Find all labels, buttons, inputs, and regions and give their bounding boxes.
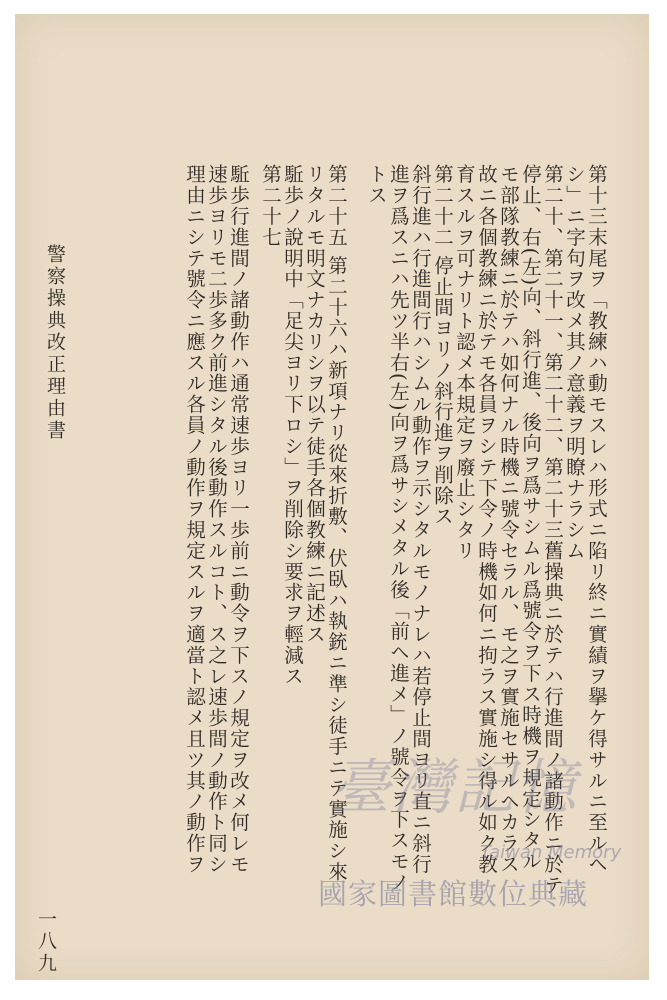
text-column-13: リタルモ明文ナカリシヲ以テ徒手各個教練ニ記述ス: [303, 164, 326, 645]
text-column-2: シ」ニ字句ヲ改メ其ノ意義ヲ明瞭ナラシム: [563, 164, 586, 562]
text-column-10: 進ヲ爲スニハ先ツ半右(左)向ヲ爲サシメタル後「前ヘ進メ」ノ號令ヲ下スモノ: [387, 164, 410, 893]
text-column-15: 第二十七: [259, 164, 282, 248]
text-column-7: 育スルヲ可ナリト認メ本規定ヲ廢止シタリ: [453, 164, 476, 562]
text-column-6: 故ニ各個教練ニ於テモ各員ヲシテ下令ノ時機如何ニ拘ラス實施シ得ル如ク教: [475, 164, 498, 875]
text-column-16: 駈歩行進間ノ諸動作ハ通常速歩ヨリ一歩前ニ動令ヲ下スノ規定ヲ改メ何レモ: [227, 164, 250, 875]
text-column-18: 理由ニシテ號令ニ應スル各員ノ動作ヲ規定スルヲ適當ト認メ且ツ其ノ動作ヲ: [183, 164, 206, 875]
text-column-11: トス: [365, 164, 388, 206]
watermark-institution: 國家圖書館數位典藏: [318, 877, 589, 911]
text-column-1: 第十三末尾ヲ「教練ハ動モスレハ形式ニ陷リ終ニ實績ヲ擧ケ得サルニ至ルヘ: [585, 164, 608, 875]
document-title: 警察操典改正理由書: [44, 244, 66, 442]
page-number: 一八九: [35, 909, 57, 975]
watermark-english: Taiwan Memory: [480, 842, 622, 863]
document-page: [15, 14, 649, 980]
text-column-4: 停止、右(左)向、斜行進、後向ヲ爲サシムル爲號令ヲ下ス時機ヲ規定シタル: [519, 164, 542, 872]
text-column-5: モ部隊教練ニ於テハ如何ナル時機ニ號令セラル、モ之ヲ實施セサルヘカラス: [497, 164, 520, 875]
text-column-14: 駈歩ノ說明中「足尖ヨリ下ロシ」ヲ削除シ要求ヲ輕減ス: [281, 164, 304, 687]
watermark-logo: 臺灣記憶: [330, 753, 578, 823]
text-column-8: 第二十二 停止間ヨリノ斜行進ヲ削除ス: [431, 164, 454, 527]
text-column-12: 第二十五 第二十六ハ新項ナリ從來折敷、伏臥ハ執銃ニ準シ徒手ニテ實施シ來: [325, 164, 348, 883]
text-column-3: 第二十、第二十一、第二十二、第二十三舊操典ニ於テハ行進間ノ諸動作ニ於テ: [541, 164, 564, 896]
text-column-9: 斜行進ハ行進間行ハシムル動作ヲ示シタルモノナレハ若停止間ヨリ直ニ斜行: [409, 164, 432, 875]
text-column-17: 速歩ヨリモ二歩多ク前進シタル後動作スルコト、ス之レ速歩間ノ動作ト同シ: [205, 164, 228, 875]
